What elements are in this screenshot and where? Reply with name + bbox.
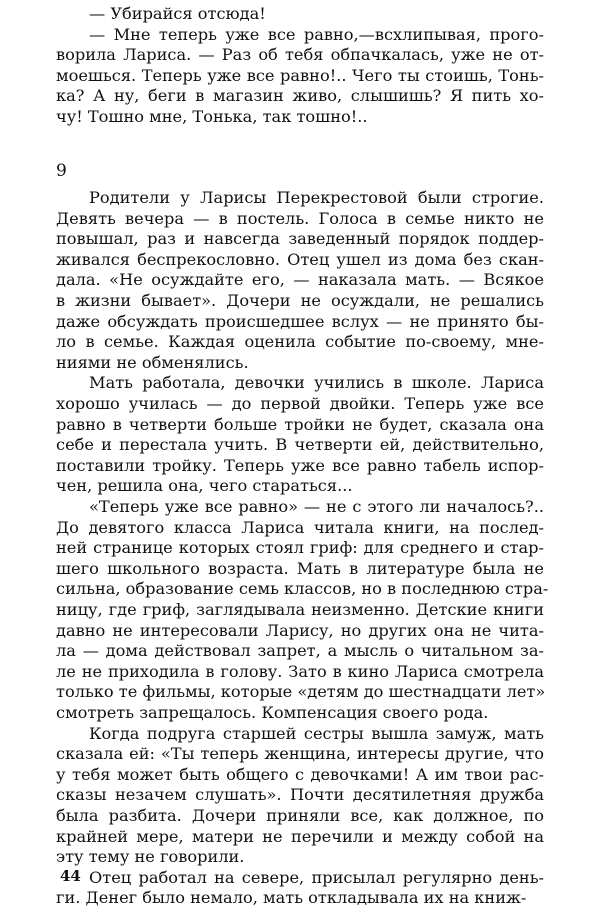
text-line: в жизни бывает». Дочери не осуждали, не решались (56, 291, 544, 310)
text-line: ла — дома действовал запрет, а мысль о читальном за- (56, 641, 544, 661)
text-line: эту тему не говорили. (56, 847, 245, 867)
text-line: дала. «Не осуждайте его, — наказала мать. — Всякое (56, 270, 544, 290)
text-line: крайней мере, матери не перечили и между собой на (56, 826, 544, 846)
page-number: 44 (60, 867, 81, 885)
text-line: была разбита. Дочери приняли все, как должное, по (56, 806, 544, 825)
text-line: сказала ей: «Ты теперь женщина, интересы другие, что (56, 744, 544, 764)
text-line: поставили тройку. Теперь уже все равно табель испор- (56, 455, 544, 475)
text-line: только те фильмы, которые «детям до шестнадцати лет» (56, 682, 546, 702)
text-line: чен, решила она, чего стараться... (56, 476, 353, 496)
text-line: ниями не обменялись. (56, 352, 249, 372)
text-line: моешься. Теперь уже все равно!.. Чего ты стоишь, Тонь- (56, 65, 544, 85)
text-line: себе и перестала учить. В четверти ей, действительно, (56, 435, 544, 455)
text-line: ло в семье. Каждая оценила событие по-своему, мне- (56, 332, 544, 352)
text-line: живался беспрекословно. Отец ушел из дома без скан- (56, 249, 544, 269)
text-line: ней странице которых стоял гриф: для среднего и стар- (56, 538, 544, 558)
text-line: Девять вечера — в постель. Голоса в семье никто не (56, 208, 544, 228)
text-line: «Теперь уже все равно» — не с этого ли началось?.. (89, 497, 544, 516)
text-line: у тебя может быть общего с девочками! А им твои рас- (56, 764, 544, 784)
section-number: 9 (56, 161, 67, 181)
text-line: шего школьного возраста. Мать в литературе была не (56, 558, 544, 578)
text-line: чу! Тошно мне, Тонька, так тошно!.. (56, 107, 368, 126)
text-line: ницу, где гриф, заглядывала неизменно. Детские книги (56, 600, 544, 619)
text-line: равно в четверти больше тройки не будет, сказала она (56, 414, 544, 434)
text-line: До девятого класса Лариса читала книги, на послед- (56, 517, 544, 537)
text-line: ворила Лариса. — Раз об тебя обпачкалась, уже не от- (56, 45, 544, 65)
text-line: сказы незачем слушать». Почти десятилетняя дружба (56, 785, 544, 805)
text-line: даже обсуждать происшедшее вслух — не принято бы- (56, 311, 544, 331)
text-line: ле не приходила в голову. Зато в кино Лариса смотрела (56, 661, 544, 681)
text-line: Когда подруга старшей сестры вышла замуж, мать (89, 723, 544, 743)
text-line: хорошо училась — до первой двойки. Теперь уже все (56, 394, 544, 413)
text-line: Родители у Ларисы Перекрестовой были строгие. (89, 188, 544, 207)
text-line: — Убирайся отсюда! (89, 4, 266, 23)
text-line: сильна, образование семь классов, но в последнюю стра- (56, 579, 549, 599)
text-line: смотреть запрещалось. Компенсация своего рода. (56, 703, 489, 722)
text-line: повышал, раз и навсегда заведенный порядок поддер- (56, 229, 544, 249)
text-line: давно не интересовали Ларису, но других она не чита- (56, 620, 544, 640)
text-line: ка? А ну, беги в магазин живо, слышишь? Я пить хо- (56, 86, 544, 106)
text-line: Мать работала, девочки учились в школе. Лариса (89, 373, 544, 393)
text-line: — Мне теперь уже все равно,—всхлипывая, прого- (89, 24, 544, 44)
text-line: Отец работал на севере, присылал регулярно день- (89, 867, 544, 887)
text-line: ги. Денег было немало, мать откладывала их на книж- (56, 888, 527, 908)
